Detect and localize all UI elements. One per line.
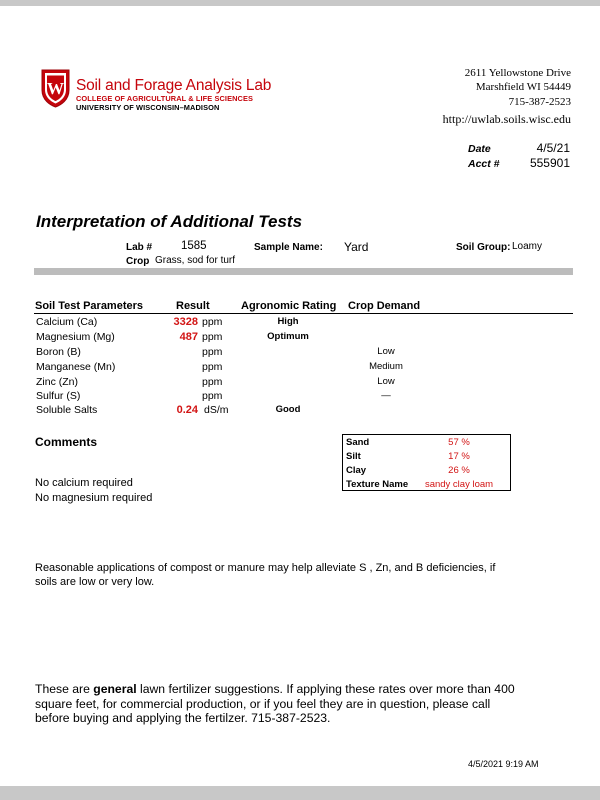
clay-label: Clay <box>346 465 367 476</box>
texture-name-label: Texture Name <box>346 479 409 490</box>
lab-number-label: Lab # <box>126 242 153 253</box>
lab-website-link[interactable]: http://uwlab.soils.wisc.edu <box>442 112 571 126</box>
college-name: COLLEGE OF AGRICULTURAL & LIFE SCIENCES <box>76 94 254 103</box>
disclaimer-emphasis: general <box>93 682 137 696</box>
parameter-name: Calcium (Ca) <box>36 316 98 328</box>
address-street: 2611 Yellowstone Drive <box>464 67 571 79</box>
crest-letter: W <box>47 79 64 98</box>
sample-name-value: Yard <box>344 240 369 254</box>
parameter-name: Soluble Salts <box>36 404 98 416</box>
header-parameter: Soil Test Parameters <box>35 300 144 312</box>
comment-note: No calcium required <box>35 477 133 489</box>
compost-advice-paragraph: Reasonable applications of compost or manure may help alleviate S , Zn, and B deficiencies, if soils are low or very low. <box>35 562 496 588</box>
date-value: 4/5/21 <box>536 141 570 155</box>
result-unit: ppm <box>202 346 223 358</box>
section-divider-band <box>34 268 573 275</box>
result-value: 487 <box>179 331 198 343</box>
bottom-gray-bar <box>0 786 600 800</box>
texture-name-value: sandy clay loam <box>424 479 494 490</box>
comments-heading: Comments <box>35 435 98 449</box>
crop-demand: Low <box>377 376 395 387</box>
sample-name-label: Sample Name: <box>254 242 323 253</box>
table-row <box>0 361 600 376</box>
result-unit: ppm <box>202 316 223 328</box>
parameter-name: Boron (B) <box>36 346 81 358</box>
sand-label: Sand <box>346 437 370 448</box>
result-unit: ppm <box>202 361 223 373</box>
table-row <box>0 316 600 331</box>
agronomic-rating: Optimum <box>267 331 309 342</box>
result-unit: ppm <box>202 376 223 388</box>
table-row <box>0 390 600 405</box>
clay-value: 26 % <box>448 465 470 476</box>
crop-value: Grass, sod for turf <box>155 255 236 266</box>
parameter-name: Sulfur (S) <box>36 390 81 402</box>
disclaimer-text-start: These are <box>35 682 94 696</box>
soil-group-label: Soil Group: <box>456 242 511 253</box>
crop-demand: Medium <box>369 361 403 372</box>
comment-note: No magnesium required <box>35 492 153 504</box>
university-name: UNIVERSITY OF WISCONSIN–MADISON <box>76 102 220 112</box>
crop-label: Crop <box>126 256 150 267</box>
table-row <box>0 404 600 419</box>
print-timestamp: 4/5/2021 9:19 AM <box>468 759 539 769</box>
address-phone: 715-387-2523 <box>508 96 571 108</box>
crop-demand: Low <box>377 346 395 357</box>
parameter-name: Manganese (Mn) <box>36 361 116 373</box>
agronomic-rating: Good <box>275 404 301 415</box>
table-row <box>0 376 600 391</box>
table-row <box>0 331 600 346</box>
soil-group-value: Loamy <box>512 241 543 252</box>
lab-name: Soil and Forage Analysis Lab <box>76 77 272 94</box>
header-result: Result <box>176 300 210 312</box>
result-value: 3328 <box>173 316 198 328</box>
date-label: Date <box>468 143 491 155</box>
crop-demand: — <box>381 390 391 401</box>
header-rating: Agronomic Rating <box>241 300 337 312</box>
top-gray-bar <box>0 0 600 6</box>
lab-number-value: 1585 <box>181 240 207 252</box>
header-rule <box>34 313 573 314</box>
result-unit: ppm <box>202 331 223 343</box>
acct-value: 555901 <box>529 156 570 170</box>
silt-value: 17 % <box>448 451 470 462</box>
page-title: Interpretation of Additional Tests <box>36 212 303 231</box>
fertilizer-disclaimer-paragraph <box>35 682 525 726</box>
silt-label: Silt <box>346 451 361 462</box>
result-unit: dS/m <box>204 404 229 416</box>
agronomic-rating: High <box>277 316 299 327</box>
disclaimer-text-end: lawn fertilizer suggestions. If applying these rates over more than 400 square feet, for commercial production, or if you feel they are in question, please call before buying and applying the fertilzer. 715-387-2523. <box>35 682 515 725</box>
uw-crest-logo <box>40 68 71 108</box>
address-city: Marshfield WI 54449 <box>475 81 571 93</box>
table-row <box>0 346 600 361</box>
acct-label: Acct # <box>468 158 500 170</box>
result-unit: ppm <box>202 390 223 402</box>
soil-texture-box <box>342 434 511 491</box>
header-demand: Crop Demand <box>348 300 421 312</box>
result-value: 0.24 <box>176 404 198 416</box>
parameter-name: Magnesium (Mg) <box>36 331 115 343</box>
parameter-name: Zinc (Zn) <box>36 376 78 388</box>
sand-value: 57 % <box>448 437 470 448</box>
